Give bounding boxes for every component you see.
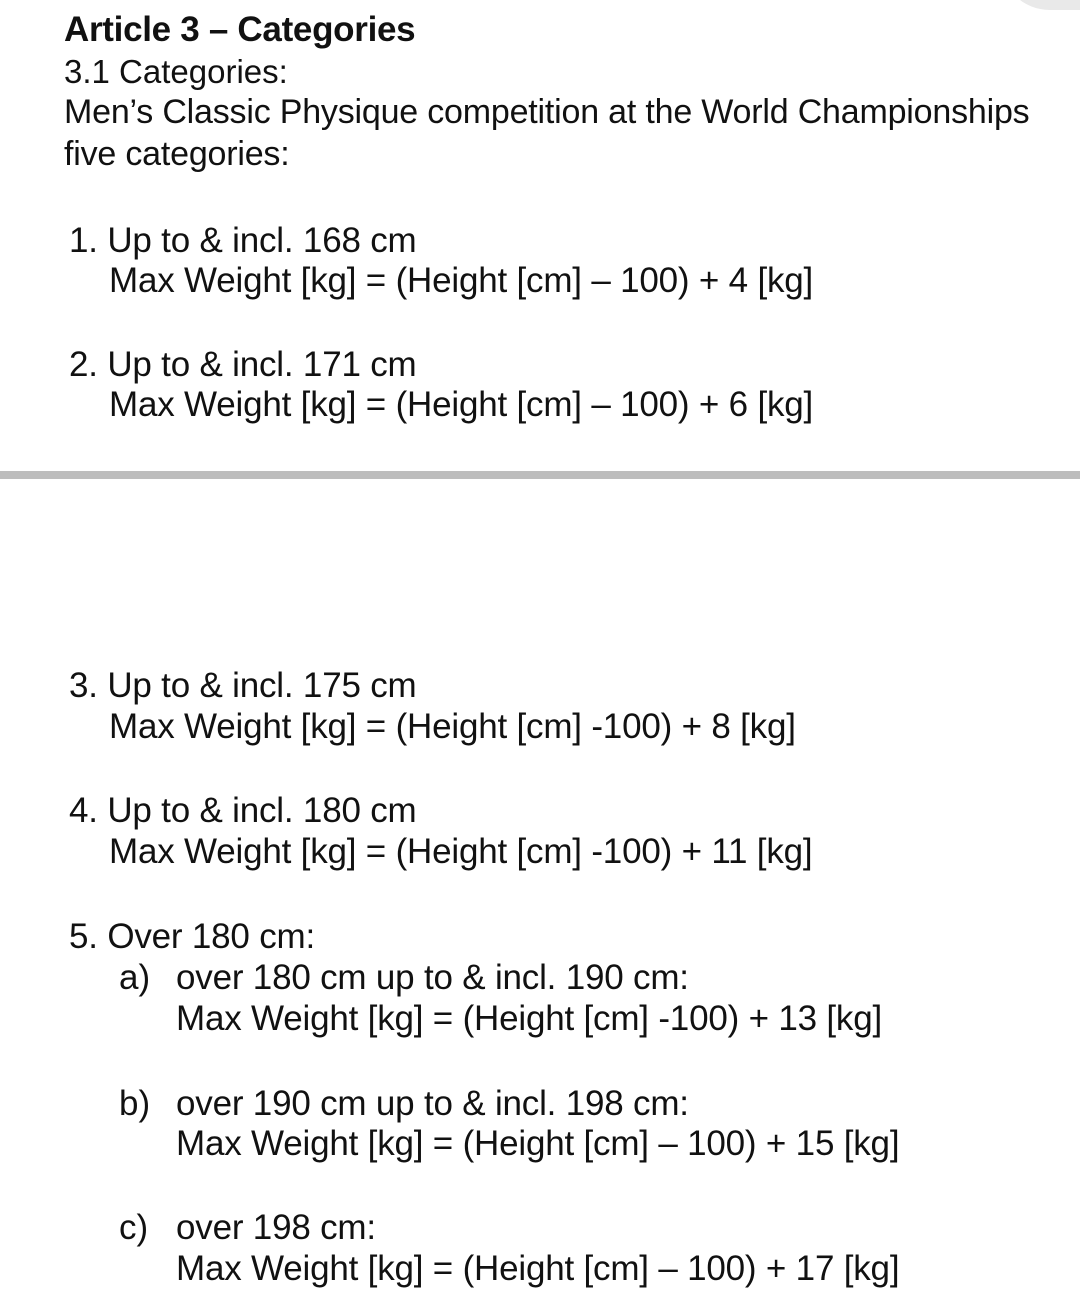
- category-5-label: 5. Over 180 cm:: [69, 917, 315, 956]
- category-3-formula: Max Weight [kg] = (Height [cm] -100) + 8 [kg]: [109, 707, 796, 746]
- subcategory-c-letter: c): [119, 1208, 149, 1247]
- category-3-label: 3. Up to & incl. 175 cm: [69, 666, 417, 705]
- page-break-divider: [0, 471, 1080, 479]
- section-heading: 3.1 Categories:: [64, 53, 288, 90]
- subcategory-c-label: over 198 cm:: [176, 1208, 376, 1247]
- category-1-formula: Max Weight [kg] = (Height [cm] – 100) + 4 [kg]: [109, 261, 814, 300]
- intro-text-line-1: Men’s Classic Physique competition at the World Championships: [64, 93, 1030, 131]
- article-title: Article 3 – Categories: [64, 10, 416, 49]
- subcategory-a-formula: Max Weight [kg] = (Height [cm] -100) + 13 [kg]: [176, 999, 883, 1038]
- category-4-formula: Max Weight [kg] = (Height [cm] -100) + 11 [kg]: [109, 832, 813, 871]
- category-4-label: 4. Up to & incl. 180 cm: [69, 791, 417, 830]
- page-corner-shadow: [1000, 0, 1080, 10]
- subcategory-b-formula: Max Weight [kg] = (Height [cm] – 100) + 15 [kg]: [176, 1124, 900, 1163]
- subcategory-a-letter: a): [119, 958, 151, 997]
- category-2-label: 2. Up to & incl. 171 cm: [69, 345, 417, 384]
- category-1-label: 1. Up to & incl. 168 cm: [69, 221, 417, 260]
- intro-text-line-2: five categories:: [64, 135, 290, 173]
- subcategory-a-label: over 180 cm up to & incl. 190 cm:: [176, 958, 689, 997]
- category-2-formula: Max Weight [kg] = (Height [cm] – 100) + 6 [kg]: [109, 385, 814, 424]
- subcategory-c-formula: Max Weight [kg] = (Height [cm] – 100) + 17 [kg]: [176, 1249, 900, 1288]
- subcategory-b-letter: b): [119, 1084, 151, 1123]
- subcategory-b-label: over 190 cm up to & incl. 198 cm:: [176, 1084, 689, 1123]
